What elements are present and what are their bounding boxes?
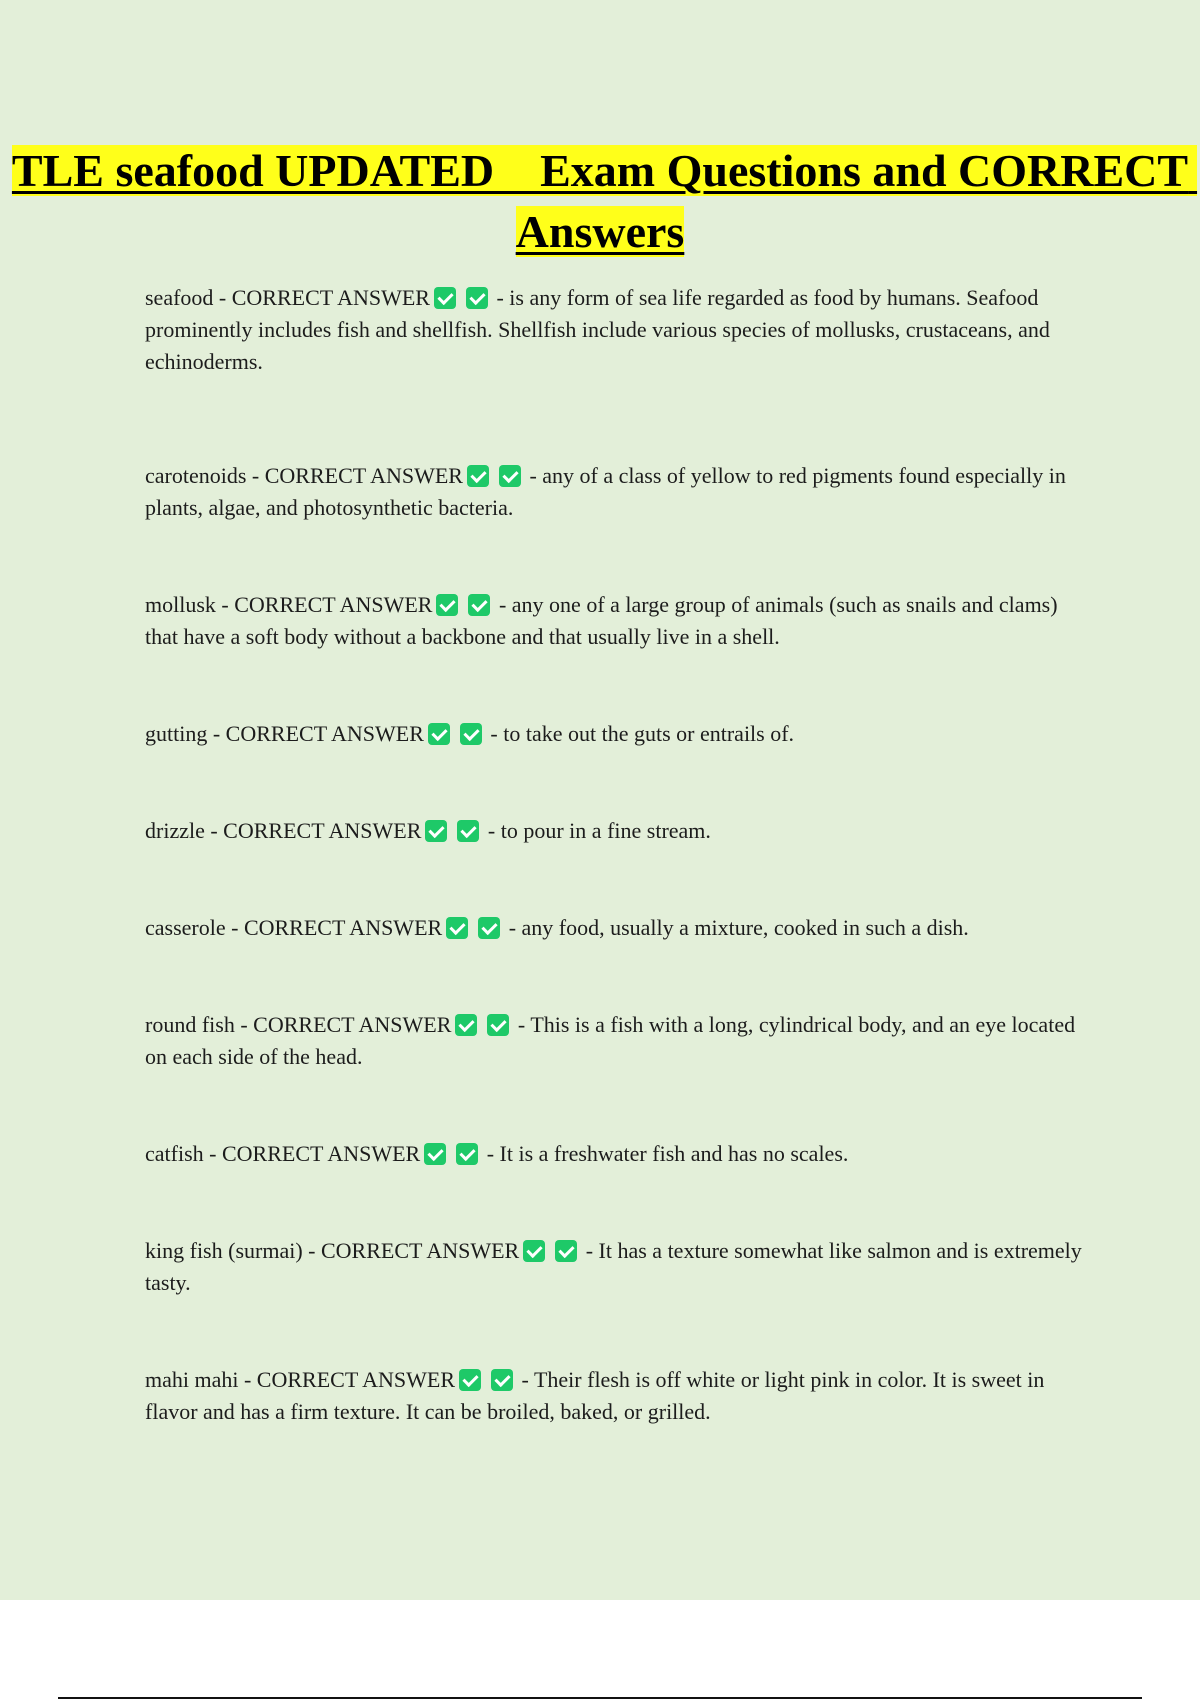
entry-answer-label: - CORRECT ANSWER: [213, 285, 430, 310]
qa-entry: [145, 1364, 1095, 1428]
entry-answer-label: - CORRECT ANSWER: [215, 592, 433, 617]
qa-entry: [145, 815, 1095, 847]
qa-entry: [145, 912, 1095, 944]
qa-entry: [145, 460, 1095, 524]
entry-answer-label: - CORRECT ANSWER: [207, 721, 424, 746]
check-mark-icon: [468, 594, 490, 616]
entry-term: seafood: [145, 285, 214, 310]
entry-answer-label: - CORRECT ANSWER: [234, 1012, 452, 1037]
entry-definition: - to take out the guts or entrails of.: [484, 721, 795, 746]
qa-entry: [145, 589, 1095, 653]
entry-definition: - It has a texture somewhat like salmon and is extremely tasty.: [145, 1238, 1082, 1295]
entry-term: drizzle: [145, 818, 205, 843]
check-mark-icon: [446, 917, 468, 939]
entry-definition: - any one of a large group of animals (such as snails and clams) that have a soft body without a backbone and that usually live in a shell.: [145, 592, 1058, 649]
entry-term: king fish (surmai): [145, 1238, 303, 1263]
document-title: TLE seafood UPDATED Exam Questions and CORRECT Answers: [11, 145, 1198, 257]
check-mark-icon: [425, 820, 447, 842]
entry-definition: - to pour in a fine stream.: [482, 818, 711, 843]
qa-entry: [145, 1009, 1095, 1073]
entry-answer-label: - CORRECT ANSWER: [238, 1367, 456, 1392]
entry-answer-label: - CORRECT ANSWER: [246, 463, 463, 488]
check-mark-icon: [456, 1143, 478, 1165]
qa-entry: [145, 1235, 1095, 1299]
check-mark-icon: [466, 287, 488, 309]
check-mark-icon: [523, 1240, 545, 1262]
entry-answer-label: - CORRECT ANSWER: [203, 1141, 421, 1166]
check-mark-icon: [455, 1014, 477, 1036]
entry-definition: - It is a freshwater fish and has no scales.: [481, 1141, 849, 1166]
entry-answer-label: - CORRECT ANSWER: [302, 1238, 520, 1263]
entry-definition: - is any form of sea life regarded as food by humans. Seafood prominently includes fish and shellfish. Shellfish include various species of mollusks, crustaceans, and echinoderms.: [145, 285, 1050, 374]
qa-list: [145, 282, 1095, 1428]
entry-term: mahi mahi: [145, 1367, 239, 1392]
entry-definition: - Their flesh is off white or light pink in color. It is sweet in flavor and has a firm texture. It can be broiled, baked, or grilled.: [145, 1367, 1045, 1424]
check-mark-icon: [428, 723, 450, 745]
footer-divider: [58, 1697, 1142, 1699]
check-mark-icon: [487, 1014, 509, 1036]
entry-definition: - any food, usually a mixture, cooked in such a dish.: [503, 915, 969, 940]
check-mark-icon: [436, 594, 458, 616]
check-mark-icon: [499, 465, 521, 487]
entry-term: carotenoids: [145, 463, 247, 488]
entry-answer-label: - CORRECT ANSWER: [225, 915, 443, 940]
check-mark-icon: [434, 287, 456, 309]
check-mark-icon: [491, 1369, 513, 1391]
entry-answer-label: - CORRECT ANSWER: [204, 818, 422, 843]
check-mark-icon: [478, 917, 500, 939]
check-mark-icon: [460, 723, 482, 745]
check-mark-icon: [424, 1143, 446, 1165]
entry-term: catfish: [145, 1141, 204, 1166]
entry-term: gutting: [145, 721, 208, 746]
entry-term: casserole: [145, 915, 226, 940]
qa-entry: [145, 1138, 1095, 1170]
check-mark-icon: [467, 465, 489, 487]
entry-definition: - any of a class of yellow to red pigments found especially in plants, algae, and photosynthetic bacteria.: [145, 463, 1066, 520]
check-mark-icon: [459, 1369, 481, 1391]
qa-entry: [145, 718, 1095, 750]
entry-term: mollusk: [145, 592, 216, 617]
check-mark-icon: [457, 820, 479, 842]
title-block: [0, 140, 1200, 262]
entry-definition: - This is a fish with a long, cylindrical body, and an eye located on each side of the head.: [145, 1012, 1076, 1069]
qa-entry: [145, 282, 1095, 378]
entry-term: round fish: [145, 1012, 235, 1037]
check-mark-icon: [555, 1240, 577, 1262]
